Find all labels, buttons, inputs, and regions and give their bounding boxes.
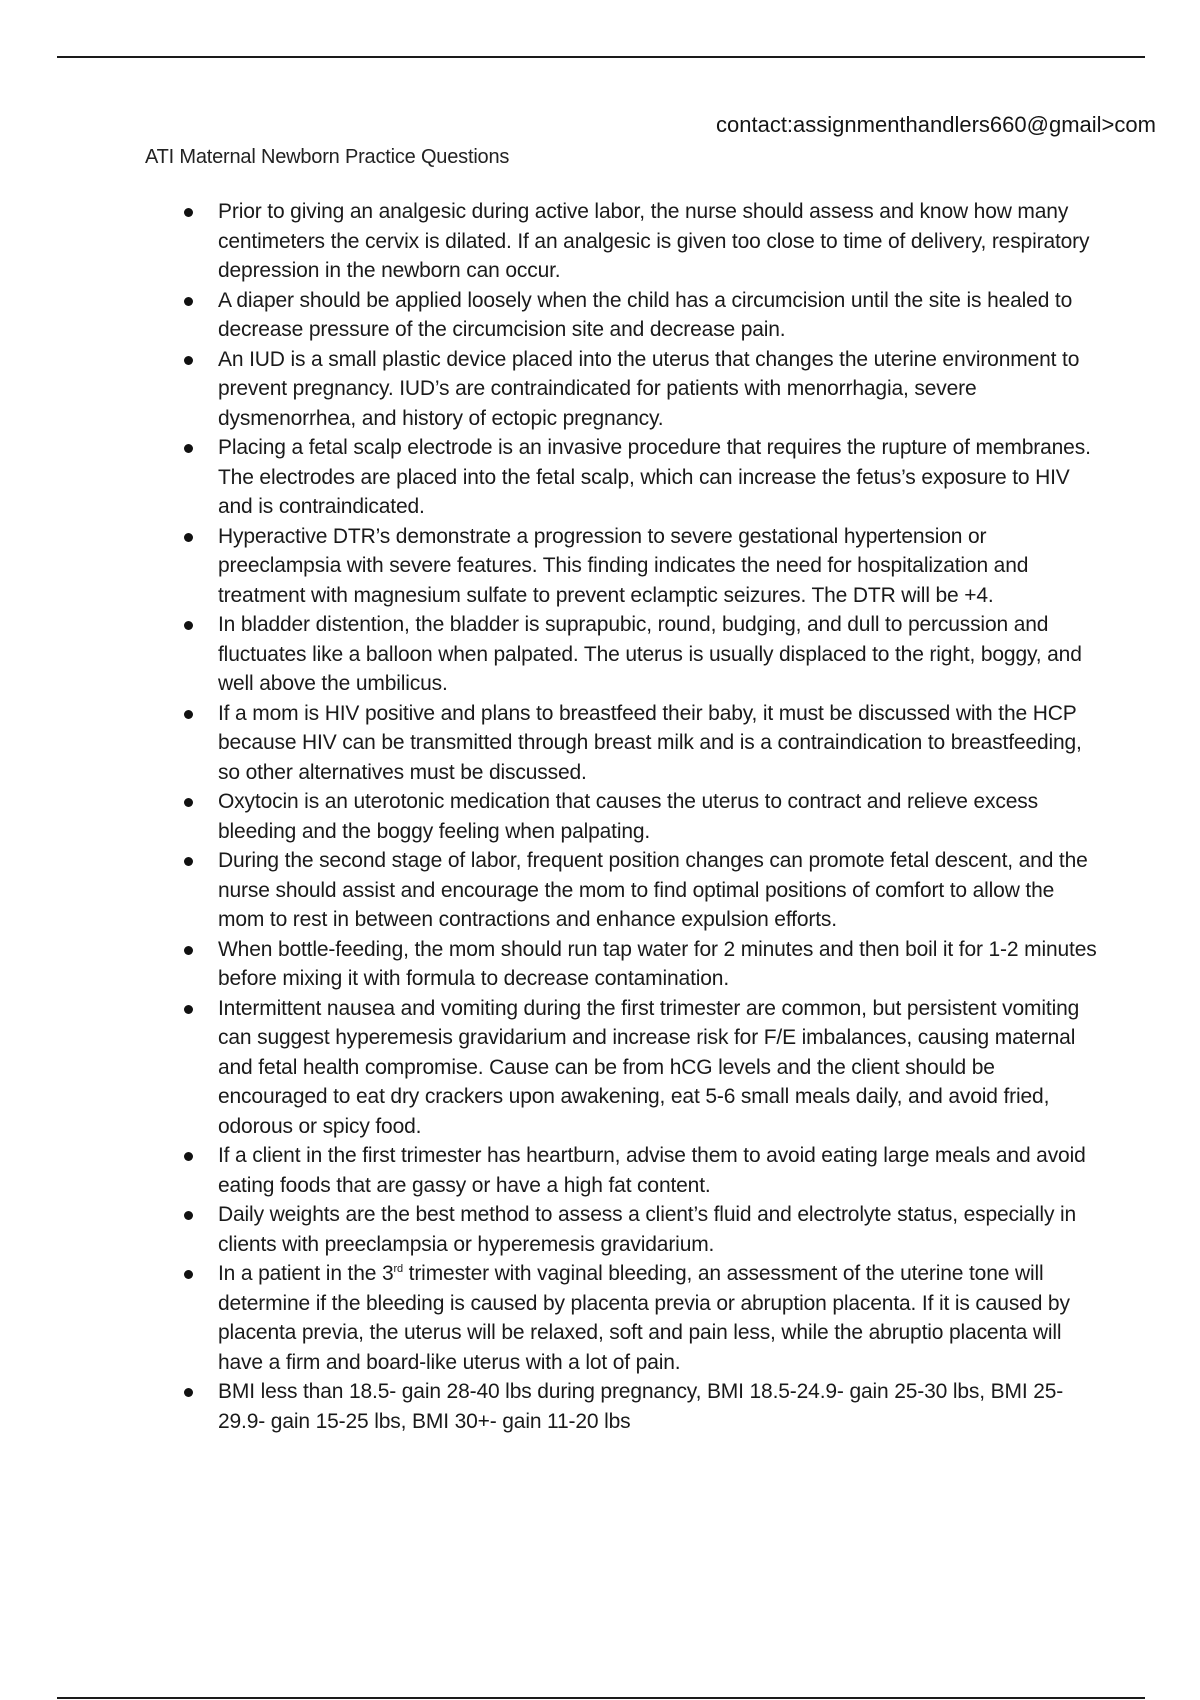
bullet-icon [184, 1005, 193, 1014]
list-item-text: An IUD is a small plastic device placed into the uterus that changes the uterine environment to prevent pregnancy. IUD’s are contraindicated for patients with menorrhagia, severe dysmenorrhea, and history of ectopic pregnancy. [218, 347, 1080, 430]
list-item-text: Oxytocin is an uterotonic medication that causes the uterus to contract and relieve excess bleeding and the boggy feeling when palpating. [218, 790, 1038, 843]
list-item [178, 286, 1098, 345]
list-item-text: A diaper should be applied loosely when the child has a circumcision until the site is healed to decrease pressure of the circumcision site and decrease pain. [218, 288, 1073, 341]
list-item [178, 1377, 1098, 1436]
list-item-text: In bladder distention, the bladder is suprapubic, round, budging, and dull to percussion and fluctuates like a balloon when palpated. The uterus is usually displaced to the right, boggy, and well above the umbilicus. [218, 613, 1082, 695]
list-item-text: BMI less than 18.5- gain 28-40 lbs during pregnancy, BMI 18.5-24.9- gain 25-30 lbs, BMI 25-29.9- gain 15-25 lbs, BMI 30+- gain 11-20 lbs [218, 1380, 1064, 1433]
bullet-icon [184, 297, 193, 306]
bullet-icon [184, 1152, 193, 1161]
list-item [178, 699, 1098, 788]
list-item [178, 994, 1098, 1142]
list-item-text: Prior to giving an analgesic during active labor, the nurse should assess and know how many centimeters the cervix is dilated. If an analgesic is given too close to time of delivery, respiratory depression in the newborn can occur. [218, 200, 1090, 282]
bullet-icon [184, 1211, 193, 1220]
bottom-divider [57, 1697, 1145, 1699]
list-item [178, 433, 1098, 522]
list-item-text: If a mom is HIV positive and plans to breastfeed their baby, it must be discussed with the HCP because HIV can be transmitted through breast milk and is a contraindication to breastfeeding, so other alternatives must be discussed. [218, 701, 1082, 784]
bullet-icon [184, 621, 193, 630]
list-item-text [218, 1262, 1070, 1374]
list-item-text: If a client in the first trimester has heartburn, advise them to avoid eating large meals and avoid eating foods that are gassy or have a high fat content. [218, 1144, 1086, 1197]
bullet-icon [184, 1270, 193, 1279]
list-item-text: Placing a fetal scalp electrode is an invasive procedure that requires the rupture of membranes. The electrodes are placed into the fetal scalp, which can increase the fetus’s exposure to HIV and is contraindicated. [218, 436, 1091, 518]
bullet-icon [184, 710, 193, 719]
bullet-icon [184, 798, 193, 807]
list-item-text: During the second stage of labor, frequent position changes can promote fetal descent, and the nurse should assist and encourage the mom to find optimal positions of comfort to allow the mom to rest in between contractions and enhance expulsion efforts. [218, 849, 1088, 931]
list-item-text-start: In a patient in the 3 [218, 1262, 394, 1285]
list-item [178, 1200, 1098, 1259]
bullet-icon [184, 356, 193, 365]
bullet-icon [184, 857, 193, 866]
bullet-icon [184, 208, 193, 217]
list-item-text-end: trimester with vaginal bleeding, an assessment of the uterine tone will determine if the bleeding is caused by placenta previa or abruption placenta. If it is caused by placenta previa, the uterus will be relaxed, soft and pain less, while the abruptio placenta will have a firm and board-like uterus with a lot of pain. [218, 1262, 1070, 1374]
list-item [178, 1259, 1098, 1377]
list-item [178, 935, 1098, 994]
list-item [178, 522, 1098, 611]
list-item [178, 787, 1098, 846]
ordinal-suffix: rd [393, 1263, 403, 1275]
document-title: ATI Maternal Newborn Practice Questions [145, 146, 510, 168]
list-item [178, 846, 1098, 935]
list-item-text: When bottle-feeding, the mom should run tap water for 2 minutes and then boil it for 1-2 minutes before mixing it with formula to decrease contamination. [218, 937, 1097, 990]
contact-email: contact:assignmenthandlers660@gmail>com [716, 112, 1156, 137]
list-item-text: Hyperactive DTR’s demonstrate a progression to severe gestational hypertension or preeclampsia with severe features. This finding indicates the need for hospitalization and treatment with magnesium sulfate to prevent eclamptic seizures. The DTR will be +4. [218, 524, 1029, 607]
bullet-icon [184, 444, 193, 453]
bullet-icon [184, 946, 193, 955]
list-item [178, 610, 1098, 699]
top-divider [57, 56, 1145, 58]
list-item-text: Intermittent nausea and vomiting during the first trimester are common, but persistent vomiting can suggest hyperemesis gravidarium and increase risk for F/E imbalances, causing maternal and fetal health compromise. Cause can be from hCG levels and the client should be encouraged to eat dry crackers upon awakening, eat 5-6 small meals daily, and avoid fried, odorous or spicy food. [218, 996, 1080, 1138]
list-item [178, 197, 1098, 286]
list-item-text: Daily weights are the best method to assess a client’s fluid and electrolyte status, especially in clients with preeclampsia or hyperemesis gravidarium. [218, 1203, 1077, 1256]
bullet-list [178, 197, 1098, 1436]
bullet-icon [184, 1388, 193, 1397]
list-item [178, 1141, 1098, 1200]
list-item [178, 345, 1098, 434]
bullet-icon [184, 533, 193, 542]
